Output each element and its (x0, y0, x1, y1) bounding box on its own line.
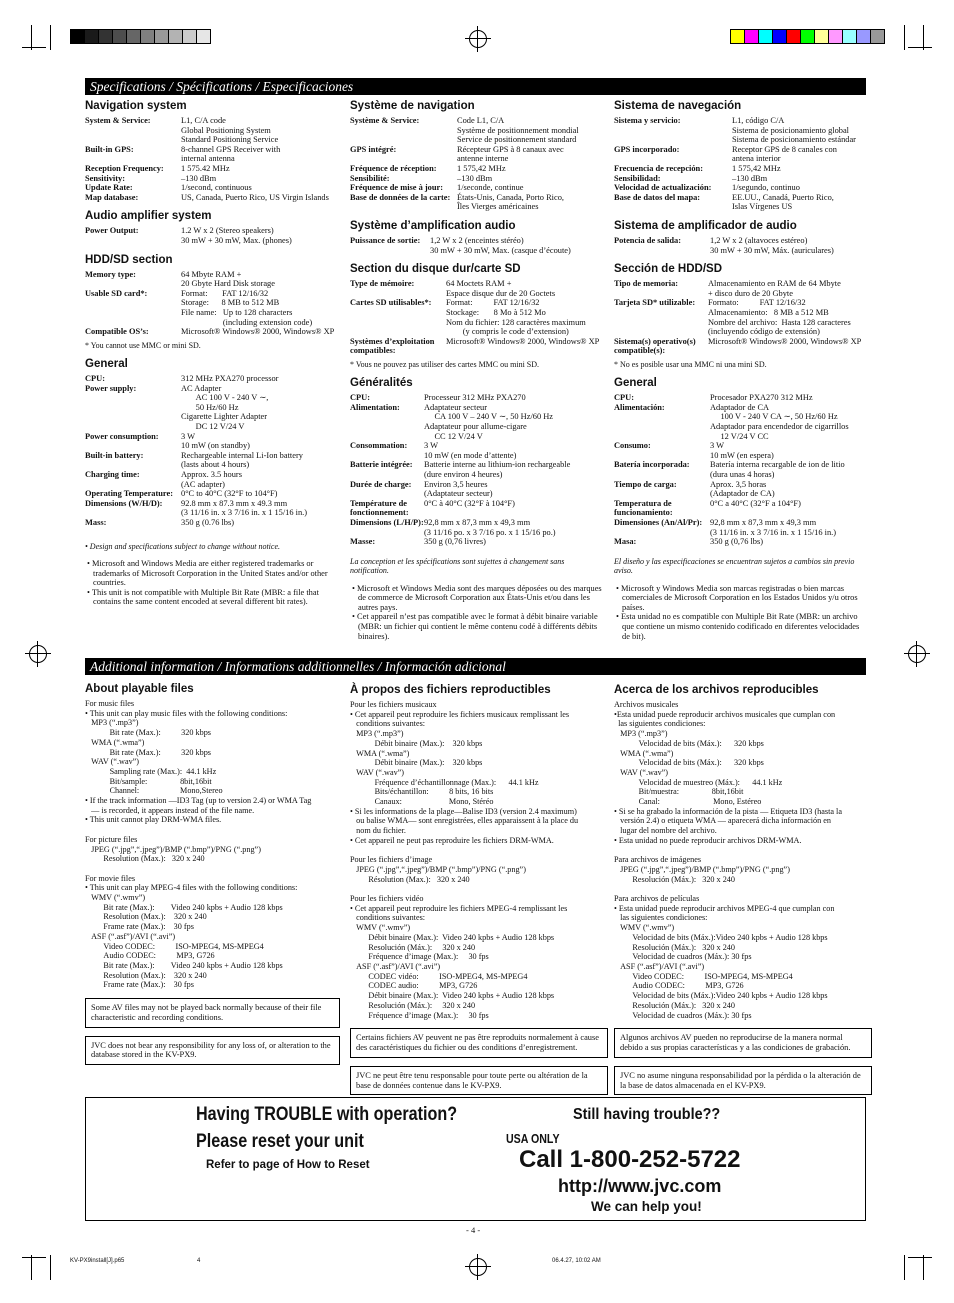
spec-value: Format: FAT 12/16/32 Stockage: 8 Mo à 512 Mo Nom du fichier: 128 caractères maximum (y compris le code d’extension) (446, 298, 586, 337)
spec-value: Microsoft® Windows® 2000, Windows® XP (446, 336, 600, 346)
bullet-item: • Cet appareil n’est pas compatible avec le format à débit binaire variable (MBR: un fichier qui contient le même contenu codé à différents débits binaires). (352, 612, 598, 641)
spec-row (85, 174, 340, 184)
spec-label: Mass: (85, 518, 107, 527)
hdd-title: Sección de HDD/SD (614, 263, 722, 276)
spec-row (614, 193, 869, 212)
spec-row (350, 403, 605, 441)
spec-row (350, 279, 605, 298)
page-number: - 4 - (466, 1225, 481, 1235)
spec-row (85, 432, 340, 451)
spec-row (350, 393, 605, 403)
hdd-title: HDD/SD section (85, 253, 173, 266)
spec-row (350, 174, 605, 184)
spec-value: Adaptateur secteur CA 100 V – 240 V ∼, 50 Hz/60 Hz Adaptateur pour allume-cigare CC 12 V/24 V (424, 402, 554, 441)
spec-label: Batería incorporada: (614, 460, 690, 470)
spec-row (350, 298, 605, 336)
spec-value: Code L1, C/A Système de positionnement mondial Service de positionnement standard (457, 116, 579, 145)
design-note: La conception et les spécifications sont sujettes à changement sans notification. (350, 556, 565, 576)
notice-box: JVC does not bear any responsibility for any loss of, or alteration to the database stored in the KV-PX9. (85, 1036, 340, 1066)
spec-label: Alimentación: (614, 402, 665, 412)
spec-row (614, 393, 869, 403)
spec-value: 0°C à 40°C (32°F à 104°F) (424, 498, 515, 508)
footer-filename: KV-PX9install[J].p65 (70, 1258, 125, 1264)
spec-row (614, 518, 869, 537)
spec-row (614, 164, 869, 174)
spec-label: Durée de charge: (350, 479, 412, 489)
color-swatch (800, 29, 815, 44)
gray-swatch (70, 29, 85, 44)
color-swatch (856, 29, 871, 44)
color-swatch (772, 29, 787, 44)
color-swatch (814, 29, 829, 44)
spec-value: Format: FAT 12/16/32 Storage: 8 MB to 512 MB File name: Up to 128 characters (including extension code) (181, 288, 313, 327)
bullet-item: • Esta unidad no es compatible con Multiple Bit Rate (MBR: un archivo que contiene un mismo contenido codificado en diferentes velocidades de bit). (616, 612, 860, 641)
spec-label: Power supply: (85, 383, 137, 393)
spec-label: Fréquence de réception: (350, 163, 437, 173)
general-title: General (614, 377, 657, 390)
spec-value: Microsoft® Windows® 2000, Windows® XP (708, 336, 862, 346)
spec-row (85, 164, 340, 174)
notice-box: JVC no asume ninguna responsabilidad por la pérdida o la alteración de la base de datos almacenada en el KV-PX9. (614, 1066, 872, 1096)
color-swatch (786, 29, 801, 44)
spec-value: 0°C a 40°C (32°F a 104°F) (710, 498, 801, 508)
notice-box: JVC ne peut être tenu responsable pour toute perte ou altération de la base de données contenue dans le KV-PX9. (350, 1066, 608, 1096)
spec-label: Memory type: (85, 269, 136, 279)
spec-label: Power Output: (85, 226, 139, 236)
playable-files-english (85, 683, 340, 1065)
spec-value: 1 575.42 MHz (181, 163, 230, 173)
spec-label: CPU: (350, 393, 371, 403)
spec-value: Formato: FAT 12/16/32 Almacenamiento: 8 MB a 512 MB Nombre del archivo: Hasta 128 caracteres (incluyendo código de extensión) (708, 298, 851, 337)
spec-label: Usable SD card*: (85, 288, 148, 298)
gray-swatch (84, 29, 99, 44)
design-note: • Design and specifications subject to change without notice. (85, 541, 280, 551)
spec-value: –130 dBm (457, 173, 493, 183)
spec-value: AC Adapter AC 100 V - 240 V ∼, 50 Hz/60 Hz Cigarette Lighter Adapter DC 12 V/24 V (181, 383, 269, 432)
additional-info-banner: Additional information / Informations additionnelles / Información adicional (85, 658, 866, 675)
amp-title: Sistema de amplificador de audio (614, 219, 797, 232)
spec-label: Operating Temperature: (85, 489, 174, 499)
spec-label: Masse: (350, 537, 376, 547)
spec-row (350, 183, 605, 193)
trouble-box (85, 1097, 866, 1221)
spec-row (350, 441, 605, 460)
spec-label: Consommation: (350, 441, 408, 451)
spec-row (350, 164, 605, 174)
spec-row (85, 451, 340, 470)
amp-title: Audio amplifier system (85, 210, 212, 223)
spec-value: L1, C/A code Global Positioning System Standard Positioning Service (181, 116, 279, 145)
spec-row (85, 327, 340, 337)
notice-box: Some AV files may not be played back normally because of their file characteristic and recording conditions. (85, 998, 340, 1028)
help-text: We can help you! (591, 1199, 702, 1214)
spec-label: Dimensiones (An/Al/Pr): (614, 518, 703, 527)
spec-label: Température de fonctionnement: (350, 498, 409, 518)
spec-value: EE.UU., Canadá, Puerto Rico, Islas Vírgenes US (732, 192, 834, 212)
spec-row (614, 337, 869, 356)
spec-label: Dimensions (L/H/P): (350, 518, 424, 527)
spec-label: Compatible OS’s: (85, 327, 149, 337)
spec-label: Sistema y servicio: (614, 116, 681, 125)
spec-value: 1/second, continuous (181, 183, 252, 193)
playable-files-french (350, 684, 608, 1095)
color-swatch (870, 29, 885, 44)
spec-value: 312 MHz PXA270 processor (181, 374, 279, 384)
spec-label: GPS incorporado: (614, 144, 680, 154)
files-text: Archivos musicales •Esta unidad puede reproducir archivos musicales que cumplan con las siguientes condiciones: MP3 (“.mp3”) Velocidad de bits (Máx.): 320 kbps WMA (“.wma”) Velocidad de bits (Máx.): 320 kbps WAV (“.wav”) Velocidad de muestreo (Máx.): 44.1 kHz Bit/muestra: 8bit,16bit Canal: Mono, Estéreo • Si se ha grabado la información de la pista — Etiqueta ID3 (hasta la versión 2.4) o etiqueta WMA — aparecerá dicha información en lugar del nombre del archivo. • Esta unidad no puede reproducir archivos DRM-WMA. Para archivos de imágenes JPEG (“.jpg”,“.jpeg”)/BMP (“.bmp”)/PNG (“.png”) Resolución (Máx.): 320 x 240 Para archivos de películas • Esta unidad puede reproducir archivos MPEG-4 que cumplan con las siguientes condiciones: WMV (“.wmv”) Velocidad de bits (Máx.):Video 240 kpbs + Audio 128 kbps Resolución (Máx.): 320 x 240 Velocidad de cuadros (Máx.): 30 fps ASF (“.asf”)/AVI (“.avi”) Video CODEC: ISO-MPEG4, MS-MPEG4 Audio CODEC: MP3, G726 Velocidad de bits (Máx.):Video 240 kpbs + Audio 128 kbps Resolución (Máx.): 320 x 240 Velocidad de cuadros (Máx.): 30 fps (614, 700, 842, 1020)
spec-row (85, 193, 340, 203)
spec-row (614, 236, 869, 255)
hdd-note: * Vous ne pouvez pas utiliser des cartes MMC ou mini SD. (350, 359, 540, 369)
footer-date: 06.4.27, 10:02 AM (552, 1258, 601, 1264)
color-swatch (744, 29, 759, 44)
spec-label: Sensitivity: (85, 173, 126, 183)
spec-value: 64 Moctets RAM + Espace disque dur de 20 Goctets (446, 279, 556, 298)
footer-page: 4 (197, 1258, 201, 1264)
spec-row (614, 480, 869, 499)
spec-label: Tarjeta SD* utilizable: (614, 298, 696, 308)
gray-swatch (98, 29, 113, 44)
spec-row (614, 116, 869, 145)
spec-row (350, 460, 605, 479)
spec-label: Temperatura de funcionamiento: (614, 498, 673, 518)
spec-row (85, 470, 340, 489)
spec-row (614, 183, 869, 193)
spec-label: Alimentation: (350, 402, 400, 412)
spec-value: US, Canada, Puerto Rico, US Virgin Islands (181, 192, 329, 202)
spec-value: États-Unis, Canada, Porto Rico, Îles Vierges américaines (457, 192, 564, 212)
spec-label: Tiempo de carga: (614, 479, 677, 489)
spec-row (350, 116, 605, 145)
spec-value: Adaptador de CA 100 V - 240 V CA ∼, 50 Hz/60 Hz Adaptador para encendedor de cigarrillos 12 V/24 V CC (710, 402, 849, 441)
spec-label: Type de mémoire: (350, 279, 415, 289)
spec-label: Puissance de sortie: (350, 235, 421, 245)
color-swatch (758, 29, 773, 44)
spec-value: Aprox. 3,5 horas (Adaptador de CA) (710, 479, 775, 499)
spec-row (350, 518, 605, 537)
files-text: For music files • This unit can play music files with the following conditions: MP3 (“.mp3”) Bit rate (Max.): 320 kbps WMA (“.wma”) Bit rate (Max.): 320 kbps WAV (“.wav”) Sampling rate (Max.): 44.1 kHz Bit/sample: 8bit,16bit Channel: Mono,Stereo • If the track information —ID3 Tag (up to version 2.4) or WMA Tag — is recorded, it appears instead of the file name. • This unit cannot play DRM-WMA files. For picture files JPEG (“.jpg”,“.jpeg”)/BMP (“.bmp”)/PNG (“.png”) Resolution (Max.): 320 x 240 For movie files • This unit can play MPEG-4 files with the following conditions: WMV (“.wmv”) Bit rate (Max.): Video 240 kpbs + Audio 128 kbps Resolution (Max.): 320 x 240 Frame rate (Max.): 30 fps ASF (“.asf”)/AVI (“.avi”) Video CODEC: ISO-MPEG4, MS-MPEG4 Audio CODEC: MP3, G726 Bit rate (Max.): Video 240 kpbs + Audio 128 kbps Resolution (Max.): 320 x 240 Frame rate (Max.): 30 fps (85, 699, 312, 990)
spec-row (350, 145, 605, 164)
spec-label: Power consumption: (85, 431, 159, 441)
gray-swatch (140, 29, 155, 44)
spec-label: Système & Service: (350, 116, 420, 125)
spec-row (85, 116, 340, 145)
gray-swatch (154, 29, 169, 44)
spec-row (85, 384, 340, 432)
gray-swatch (168, 29, 183, 44)
spec-row (614, 279, 869, 298)
hdd-note: * You cannot use MMC or mini SD. (85, 340, 201, 350)
spec-row (85, 489, 340, 499)
bullet-item: • Microsoft and Windows Media are either registered trademarks or trademarks of Microsoft Corporation in the United States and/or other countries. (87, 559, 328, 588)
spec-label: System & Service: (85, 116, 151, 125)
spec-label: GPS intégré: (350, 144, 397, 154)
spec-label: Map database: (85, 192, 139, 202)
general-title: Généralités (350, 377, 413, 390)
spec-value: 3 W 10 mW (en mode d’attente) (424, 441, 517, 460)
spec-row (614, 460, 869, 479)
notice-box: Certains fichiers AV peuvent ne pas être reproduits normalement à cause des caractéristiques du fichier ou des conditions d’enregistrement. (350, 1028, 608, 1058)
nav-title: Sistema de navegación (614, 100, 742, 112)
gray-swatch (182, 29, 197, 44)
spec-value: L1, código C/A Sistema de posicionamiento global Sistema de posicionamiento estándar (732, 116, 856, 145)
spec-value: 0°C to 40°C (32°F to 104°F) (181, 489, 278, 499)
spec-value: 92,8 mm x 87,3 mm x 49,3 mm (3 11/16 po. x 3 7/16 po. x 1 15/16 po.) (424, 518, 556, 537)
trouble-heading: Having TROUBLE with operation? (196, 1104, 458, 1125)
spec-row (614, 537, 869, 547)
spec-value: 92,8 mm x 87,3 mm x 49,3 mm (3 11/16 in. x 3 7/16 in. x 1 15/16 in.) (710, 518, 837, 537)
spec-row (85, 499, 340, 518)
playable-files-spanish (614, 684, 872, 1095)
spec-value: 3 W 10 mW (on standby) (181, 431, 250, 451)
hdd-note: * No es posible usar una MMC ni una mini SD. (614, 359, 767, 369)
nav-title: Système de navigation (350, 100, 475, 112)
usa-only-label: USA ONLY (506, 1132, 560, 1146)
spec-label: Built-in GPS: (85, 144, 134, 154)
specs-french (350, 100, 605, 641)
bullet-item: • Microsoft et Windows Media sont des marques déposées ou des marques de commerce de Microsoft Corporation aux États-Unis et/ou dans les autres pays. (352, 583, 602, 612)
spec-row (85, 374, 340, 384)
spec-value: Microsoft® Windows® 2000, Windows® XP (181, 327, 335, 337)
spec-value: Receptor GPS de 8 canales con antena interior (732, 144, 837, 164)
specs-english (85, 100, 340, 607)
spec-row (350, 537, 605, 547)
spec-label: Dimensions (W/H/D): (85, 498, 163, 508)
spec-row (85, 289, 340, 327)
spec-label: Sistema(s) operativo(s) compatible(s): (614, 336, 696, 356)
spec-label: Velocidad de actualización: (614, 183, 712, 193)
spec-value: 1/segundo, continuo (732, 183, 800, 193)
spec-value: Batterie interne au lithium-ion rechargeable (dure environ 4 heures) (424, 460, 571, 480)
spec-value: Almacenamiento en RAM de 64 Mbyte + disco duro de 20 Gbyte (708, 279, 841, 298)
spec-value: 350 g (0.76 lbs) (181, 518, 235, 527)
refer-text: Refer to page of How to Reset (206, 1159, 370, 1171)
spec-row (614, 403, 869, 441)
spec-value: 350 g (0,76 livres) (424, 537, 486, 547)
spec-label: Tipo de memoria: (614, 279, 679, 289)
files-title: Acerca de los archivos reproducibles (614, 684, 819, 696)
spec-row (614, 145, 869, 164)
spec-row (85, 518, 340, 528)
color-swatch (730, 29, 745, 44)
bullet-item: • This unit is not compatible with Multiple Bit Rate (MBR: a file that contains the same content encoded at several different bit rates). (87, 587, 319, 607)
spec-label: Base de datos del mapa: (614, 192, 701, 202)
phone-number[interactable]: Call 1-800-252-5722 (519, 1146, 741, 1173)
spec-value: 1/seconde, continue (457, 183, 524, 193)
gray-swatch (112, 29, 127, 44)
amp-title: Système d’amplification audio (350, 219, 516, 232)
spec-value: 8-channel GPS Receiver with internal antenna (181, 144, 281, 164)
files-title: À propos des fichiers reproductibles (350, 684, 551, 696)
reset-heading: Please reset your unit (196, 1131, 364, 1152)
spec-row (85, 226, 340, 245)
spec-label: Masa: (614, 537, 637, 547)
spec-label: Fréquence de mise à jour: (350, 183, 444, 193)
spec-value: Batería interna recargable de ion de litio (dura unas 4 horas) (710, 460, 845, 480)
still-trouble-heading: Still having trouble?? (573, 1106, 721, 1123)
files-title: About playable files (85, 683, 194, 695)
spec-row (350, 193, 605, 212)
color-swatch (842, 29, 857, 44)
spec-value: Récepteur GPS à 8 canaux avec antenne interne (457, 144, 564, 164)
spec-row (350, 480, 605, 499)
spec-row (350, 499, 605, 518)
hdd-title: Section du disque dur/carte SD (350, 263, 521, 276)
gray-swatch (126, 29, 141, 44)
spec-label: Built-in battery: (85, 450, 144, 460)
spec-row (85, 183, 340, 193)
spec-value: 1 575,42 MHz (457, 163, 506, 173)
spec-value: 3 W 10 mW (en espera) (710, 441, 774, 460)
spec-label: Consumo: (614, 441, 651, 451)
general-title: General (85, 358, 128, 371)
spec-value: 92.8 mm x 87.3 mm x 49.3 mm (3 11/16 in. x 3 7/16 in. x 1 15/16 in.) (181, 498, 308, 518)
spec-value: –130 dBm (732, 173, 768, 183)
notice-box: Algunos archivos AV pueden no reproducirse de la manera normal debido a sus propias características y a las condiciones de grabación. (614, 1028, 872, 1058)
spec-label: Sensibilité: (350, 173, 390, 183)
spec-label: Frecuencia de recepción: (614, 163, 703, 173)
color-swatch (828, 29, 843, 44)
spec-value: 1 575,42 MHz (732, 163, 781, 173)
spec-value: 64 Mbyte RAM + 20 Gbyte Hard Disk storage (181, 269, 275, 289)
spec-label: Base de données de la carte: (350, 192, 451, 202)
spec-label: CPU: (85, 374, 106, 384)
spec-value: Environ 3,5 heures (Adaptateur secteur) (424, 479, 493, 499)
spec-label: CPU: (614, 393, 635, 403)
spec-value: –130 dBm (181, 173, 217, 183)
bullet-item: • Microsoft y Windows Media son marcas registradas o bien marcas comerciales de Microsoft Corporation en los Estados Unidos y/u otros países. (616, 583, 858, 612)
spec-value: Approx. 3.5 hours (AC adapter) (181, 470, 242, 489)
specifications-banner: Specifications / Spécifications / Especificaciones (85, 78, 866, 95)
spec-label: Charging time: (85, 470, 140, 480)
gray-swatch (196, 29, 211, 44)
spec-label: Systèmes d’exploitation compatibles: (350, 336, 435, 356)
design-note: El diseño y las especificaciones se encuentran sujetos a cambios sin previo aviso. (614, 556, 855, 576)
spec-row (614, 441, 869, 460)
spec-row (614, 174, 869, 184)
spec-value: 1,2 W x 2 (enceintes stéréo) 30 mW + 30 mW, Max. (casque d’écoute) (430, 235, 571, 255)
spec-row (614, 298, 869, 336)
spec-label: Sensibilidad: (614, 173, 661, 183)
spec-label: Potencia de salida: (614, 235, 681, 245)
spec-value: Procesador PXA270 312 MHz (710, 393, 813, 403)
spec-value: 350 g (0,76 lbs) (710, 537, 764, 547)
files-text: Pour les fichiers musicaux • Cet appareil peut reproduire les fichiers musicaux remplissant les conditions suivantes: MP3 (“.mp3”) Débit binaire (Max.): 320 kbps WMA (“.wma”) Débit binaire (Max.): 320 kbps WAV (“.wav”) Fréquence d’échantillonnage (Max.): 44.1 kHz Bits/échantillon: 8 bits, 16 bits Canaux: Mono, Stéréo • Si les informations de la plage—Balise ID3 (version 2.4 maximum) ou balise WMA— sont enregistrées, elles apparaissent à la place du nom du fichier. • Cet appareil ne peut pas reproduire les fichiers DRM-WMA. Pour les fichiers d’image JPEG (“.jpg”,“.jpeg”)/BMP (“.bmp”)/PNG (“.png”) Résolution (Max.): 320 x 240 Pour les fichiers vidéo • Cet appareil peut reproduire les fichiers MPEG-4 remplissant les conditions suivantes: WMV (“.wmv”) Débit binaire (Max.): Video 240 kpbs + Audio 128 kbps Resolución (Máx.): 320 x 240 Fréquence d’image (Max.): 30 fps ASF (“.asf”)/AVI (“.avi”) CODEC vidéo: ISO-MPEG4, MS-MPEG4 CODEC audio: MP3, G726 Débit binaire (Max.): Video 240 kpbs + Audio 128 kbps Resolución (Máx.): 320 x 240 Fréquence d’image (Max.): 30 fps (350, 700, 579, 1020)
spec-label: Reception Frequency: (85, 163, 164, 173)
nav-title: Navigation system (85, 100, 187, 112)
spec-value: 1,2 W x 2 (altavoces estéreo) 30 mW + 30 mW, Máx. (auriculares) (710, 235, 834, 255)
website-link[interactable]: http://www.jvc.com (558, 1176, 722, 1196)
specs-spanish (614, 100, 869, 641)
spec-row (614, 499, 869, 518)
spec-row (85, 270, 340, 289)
spec-value: Rechargeable internal Li-Ion battery (lasts about 4 hours) (181, 450, 303, 470)
spec-label: Cartes SD utilisables*: (350, 298, 432, 308)
spec-row (350, 337, 605, 356)
spec-row (350, 236, 605, 255)
spec-value: 1.2 W x 2 (Stereo speakers) 30 mW + 30 mW, Max. (phones) (181, 226, 292, 245)
spec-row (85, 145, 340, 164)
spec-label: Batterie intégrée: (350, 460, 413, 470)
spec-value: Processeur 312 MHz PXA270 (424, 393, 526, 403)
spec-label: Update Rate: (85, 183, 133, 193)
